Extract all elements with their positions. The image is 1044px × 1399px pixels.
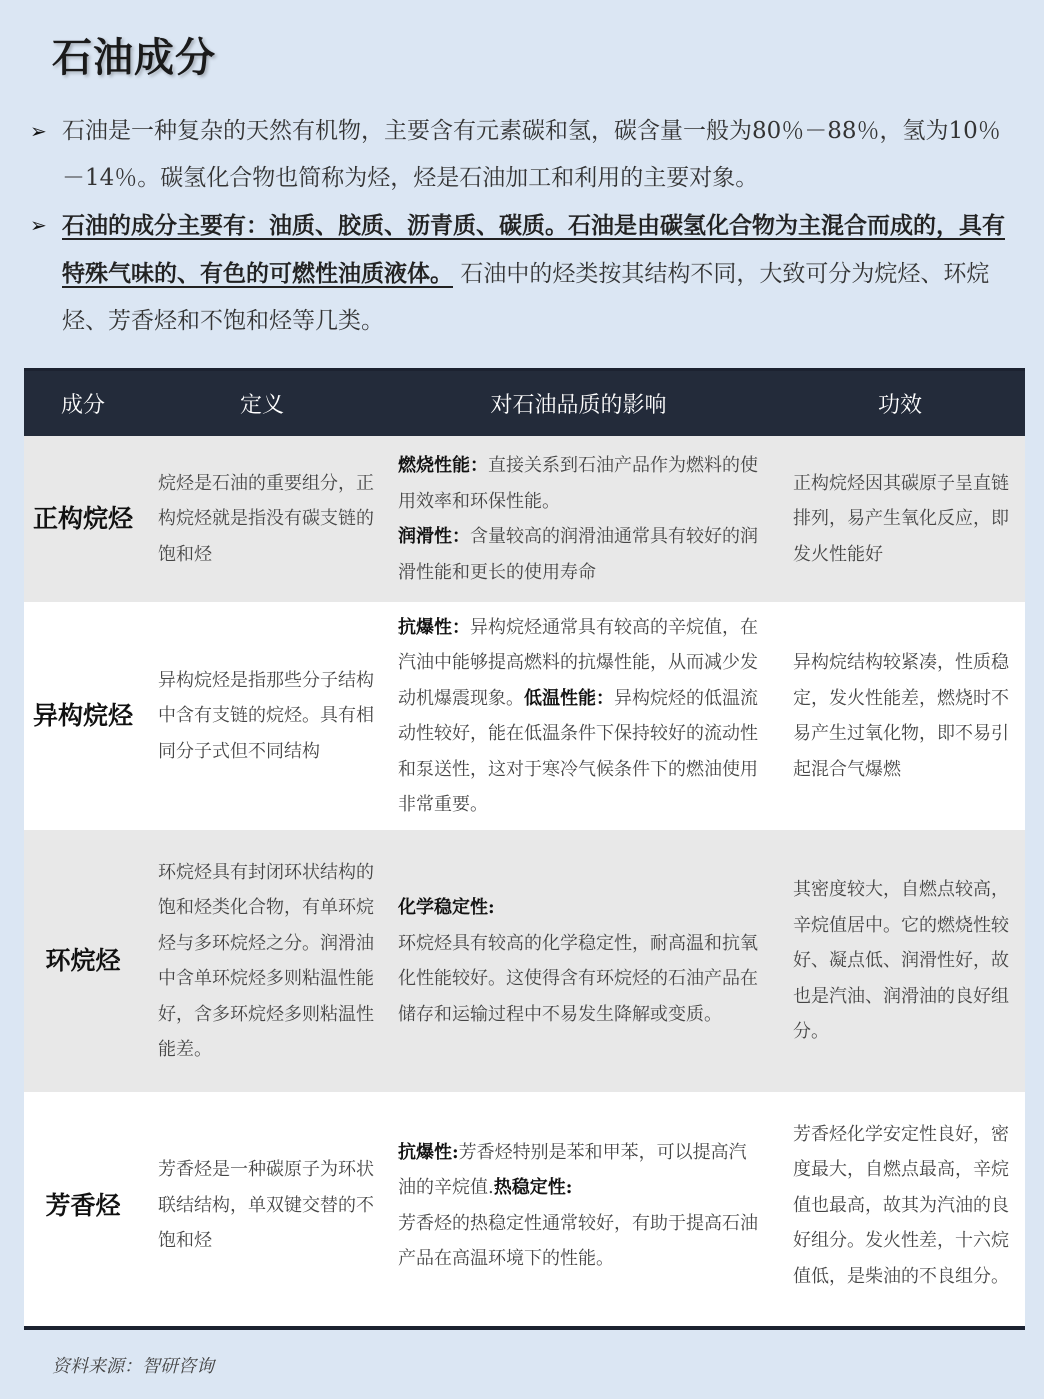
composition-table	[24, 368, 1025, 1330]
effect-keyword: 化学稳定性:	[398, 897, 495, 918]
row-effect	[382, 1092, 775, 1319]
effect-text: 直接关系到石油产品作为燃料的使用效率和环保性能。	[398, 455, 758, 512]
effect-text: 芳香烃特别是苯和甲苯，可以提高汽油的辛烷值.	[398, 1141, 747, 1198]
effect-keyword: 低温性能：	[524, 687, 614, 709]
effect-text: 含量较高的润滑油通常具有较好的润滑性能和更长的使用寿命	[398, 526, 758, 583]
source-note: 资料来源：智研咨询	[52, 1356, 214, 1377]
effect-keyword: 抗爆性:	[398, 1141, 459, 1163]
effect-text: 环烷烃具有较高的化学稳定性，耐高温和抗氧化性能较好。这使得含有环烷烃的石油产品在储存和运输过程中不易发生降解或变质。	[398, 932, 758, 1025]
row-effect	[382, 436, 775, 602]
effect-keyword: 抗爆性：	[398, 616, 470, 638]
row-definition: 环烷烃具有封闭环状结构的饱和烃类化合物，有单环烷烃与多环烷烃之分。润滑油中含单环烷烃多则粘温性能好，含多环烷烃多则粘温性能差。	[158, 861, 374, 1060]
row-name: 正构烷烃	[32, 504, 133, 533]
effect-keyword: 热稳定性:	[493, 1177, 573, 1198]
row-name: 异构烷烃	[32, 701, 133, 730]
row-definition: 异构烷烃是指那些分子结构中含有支链的烷烃。具有相同分子式但不同结构	[158, 669, 374, 762]
header-function: 功效	[877, 393, 922, 418]
row-definition: 芳香烃是一种碳原子为环状联结结构，单双键交替的不饱和烃	[158, 1159, 374, 1252]
row-function: 正构烷烃因其碳原子呈直链排列，易产生氧化反应，即发火性能好	[793, 472, 1009, 565]
table-row	[24, 602, 1025, 830]
row-name: 环烷烃	[45, 946, 121, 975]
bullet-2-text: 石油中的烃类按其结构不同，大致可分为烷烃、环烷烃、芳香烃和不饱和烃等几类。	[62, 261, 990, 334]
effect-text: 异构烷烃的低温流动性较好，能在低温条件下保持较好的流动性和泵送性，这对于寒冷气候条件下的燃油使用非常重要。	[398, 687, 758, 815]
bullet-2-underlined-text: 石油的成分主要有：油质、胶质、沥青质、碳质。石油是由碳氢化合物为主混合而成的，具有特殊气味的、有色的可燃性油质液体。	[62, 212, 1005, 287]
header-effect: 对石油品质的影响	[490, 393, 667, 418]
header-definition: 定义	[239, 393, 284, 418]
row-function: 异构烷结构较紧凑，性质稳定，发火性能差，燃烧时不易产生过氧化物，即不易引起混合气爆燃	[793, 652, 1009, 780]
table-row	[24, 436, 1025, 602]
row-effect	[382, 830, 775, 1092]
intro-bullets	[30, 108, 1015, 345]
bullet-2	[30, 202, 1015, 345]
page-title: 石油成分	[52, 35, 216, 81]
bullet-1-text: 石油是一种复杂的天然有机物，主要含有元素碳和氢，碳含量一般为80％－88％，氢为10％－14％。碳氢化合物也简称为烃，烃是石油加工和利用的主要对象。	[62, 118, 1001, 191]
table-row	[24, 1092, 1025, 1319]
table-header	[24, 371, 1025, 436]
effect-keyword: 燃烧性能：	[398, 455, 488, 476]
effect-text: 异构烷烃通常具有较高的辛烷值，在汽油中能够提高燃料的抗爆性能，从而减少发动机爆震现象。	[398, 616, 758, 709]
arrow-bullet-icon: ➢	[30, 213, 47, 237]
bullet-1	[30, 108, 1015, 202]
effect-keyword: 润滑性：	[398, 526, 470, 547]
header-component: 成分	[60, 393, 105, 418]
row-function: 其密度较大，自燃点较高，辛烷值居中。它的燃烧性较好、凝点低、润滑性好，故也是汽油、润滑油的良好组分。	[793, 879, 1009, 1043]
effect-text: 芳香烃的热稳定性通常较好，有助于提高石油产品在高温环境下的性能。	[398, 1212, 758, 1269]
row-name: 芳香烃	[45, 1190, 121, 1220]
row-function: 芳香烃化学安定性良好，密度最大，自燃点最高，辛烷值也最高，故其为汽油的良好组分。发火性差，十六烷值低，是柴油的不良组分。	[793, 1123, 1009, 1287]
table-row	[24, 830, 1025, 1092]
arrow-bullet-icon: ➢	[30, 119, 47, 143]
row-definition: 烷烃是石油的重要组分，正构烷烃就是指没有碳支链的饱和烃	[158, 472, 374, 565]
row-effect	[382, 602, 775, 830]
